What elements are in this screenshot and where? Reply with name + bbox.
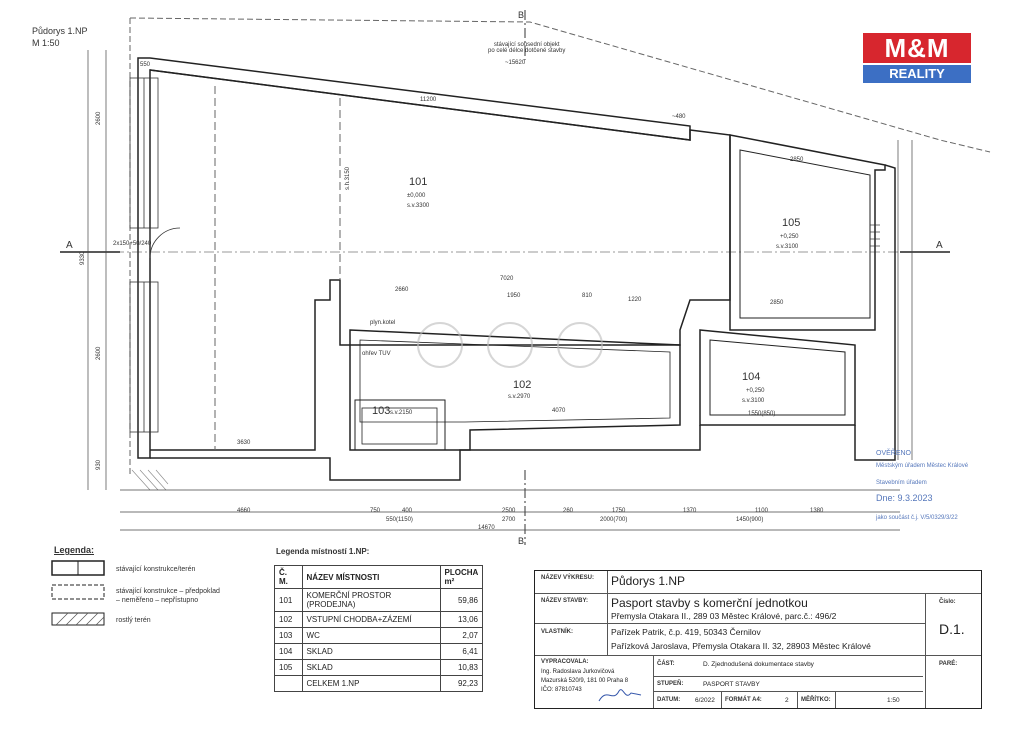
cell-area: 6,41 [440, 644, 482, 660]
room-105-number: 105 [782, 217, 801, 229]
label-plyn-kotel: plyn.kotel [370, 320, 396, 326]
owner-2: Pařízková Jaroslava, Přemysla Otakara II. 32, 28903 Městec Králové [611, 641, 871, 651]
dim-left-0: 2600 [96, 111, 102, 125]
author-ico: IČO: 87810743 [541, 687, 582, 693]
cell-no: 103 [275, 628, 303, 644]
cell-no: 101 [275, 589, 303, 612]
label-cast: ČÁST: [657, 661, 675, 667]
drawing-name: Půdorys 1.NP [611, 574, 686, 588]
room-104-level: +0,250 [746, 388, 765, 394]
dim-bottom-7: 1100 [755, 508, 768, 514]
label-format: FORMÁT A4: [725, 697, 762, 703]
dim-inner-2: 1950 [507, 293, 521, 299]
cell-area: 59,86 [440, 589, 482, 612]
dim-top-1: 11200 [420, 97, 437, 103]
dim-left-1: 9330 [80, 251, 86, 265]
total-value: 92,23 [440, 676, 482, 692]
dim-bottom-0: 4660 [237, 508, 251, 514]
cell-no: 104 [275, 644, 303, 660]
room-102-number: 102 [513, 379, 532, 391]
table-row [275, 628, 483, 644]
dim-bottom-6: 1370 [683, 508, 697, 514]
title-block [534, 570, 982, 709]
dim-inner-11: 2850 [790, 157, 804, 163]
dim-bottom-4: 260 [563, 508, 574, 514]
table-row [275, 612, 483, 628]
legend-item-3: rostlý terén [116, 617, 151, 624]
dim-bottom3: 14670 [478, 525, 495, 531]
dim-top-0: 550 [140, 62, 151, 68]
neighbor-dim: ~15620 [505, 60, 526, 66]
dim-inner-3: 810 [582, 293, 593, 299]
cell-area: 2,07 [440, 628, 482, 644]
label-ohrev-tuv: ohřev TUV [362, 351, 391, 357]
part: D. Zjednodušená dokumentace stavby [703, 661, 814, 668]
label-pare: PARÉ: [939, 661, 958, 667]
label-cislo: Číslo: [939, 599, 956, 605]
cell-no: 105 [275, 660, 303, 676]
stamp-line3: Stavebním úřadem [876, 480, 927, 486]
col-header-area: PLOCHA m² [440, 566, 482, 589]
dim-inner-10: 1550(850) [748, 411, 776, 417]
dim-inner-1: 2660 [395, 287, 409, 293]
dim-bottom2-2: 2000(700) [600, 517, 628, 523]
room-102-height: s.v.2970 [508, 394, 531, 400]
total-label: CELKEM 1.NP [302, 676, 440, 692]
date: 6/2022 [695, 697, 715, 704]
label-vykres: NÁZEV VÝKRESU: [541, 575, 595, 581]
stamp-line2: Městským úřadem Městec Králové [876, 463, 969, 469]
dim-inner-7: 3630 [237, 440, 251, 446]
building-address: Přemysla Otakara II., 289 03 Městec Králové, parc.č.: 496/2 [611, 611, 837, 621]
legend-item-1: stávající konstrukce/terén [116, 566, 196, 573]
table-row [275, 644, 483, 660]
author-address: Mazurská 520/9, 181 00 Praha 8 [541, 678, 629, 684]
dim-inner-4: 1220 [628, 297, 642, 303]
owner-1: Pařízek Patrik, č.p. 419, 50343 Černilov [611, 627, 761, 637]
cell-area: 10,83 [440, 660, 482, 676]
rooms-table-title: Legenda místností 1.NP: [276, 547, 370, 556]
room-101-number: 101 [409, 176, 428, 188]
room-103-height: s.v.2150 [390, 410, 413, 416]
cell-name: VSTUPNÍ CHODBA+ZÁZEMÍ [302, 612, 440, 628]
scale: 1:50 [887, 697, 900, 704]
label-meritko: MĚŘÍTKO: [801, 697, 831, 703]
drawing-title: Půdorys 1.NP [32, 26, 88, 36]
cell-area: 13,06 [440, 612, 482, 628]
cell-no: 102 [275, 612, 303, 628]
dim-bottom2-0: 550(1150) [386, 517, 413, 523]
table-row [275, 589, 483, 612]
label-datum: DATUM: [657, 697, 681, 703]
label-vypracovala: VYPRACOVALA: [541, 659, 589, 665]
stamp-line1: OVĚŘENO [876, 450, 912, 457]
dim-left-2: 2600 [96, 346, 102, 360]
section-a-left: A [66, 240, 73, 251]
table-row [275, 660, 483, 676]
dim-inner-0: 7020 [500, 276, 514, 282]
author-name: Ing. Radoslava Jurkovičová [541, 669, 615, 675]
section-b-bottom: B [518, 536, 525, 546]
legend-title: Legenda: [54, 545, 95, 555]
room-101-level: ±0,000 [407, 193, 426, 199]
section-b-top: B [518, 10, 525, 20]
building-name: Pasport stavby s komerční jednotkou [611, 596, 808, 610]
dim-top-2: ~480 [672, 114, 686, 120]
label-vlastnik: VLASTNÍK: [541, 629, 573, 635]
stage: PASPORT STAVBY [703, 681, 760, 688]
stamp-line4: Dne: 9.3.2023 [876, 493, 933, 503]
mm-reality-logo: M&M REALITY [863, 33, 971, 85]
label-sh: s.h.3150 [345, 166, 351, 190]
cell-name: WC [302, 628, 440, 644]
rooms-table [274, 565, 483, 692]
dim-inner-8: 4070 [552, 408, 566, 414]
dim-inner-12: 2850 [770, 300, 784, 306]
section-a-right: A [936, 240, 943, 251]
room-104-height: s.v.3100 [742, 398, 765, 404]
label-window: 2x150+50/240 [113, 241, 152, 247]
col-header-name: NÁZEV MÍSTNOSTI [302, 566, 440, 589]
author-signature [595, 683, 645, 705]
room-104-number: 104 [742, 371, 761, 383]
table-total-row [275, 676, 483, 692]
neighbor-note: stávající sousední objekt po celé délce dotčené stavby [488, 42, 566, 54]
dim-bottom-8: 1380 [810, 508, 824, 514]
drawing-number: D.1. [939, 621, 965, 637]
label-stupen: STUPEŇ: [657, 681, 684, 687]
dim-bottom-5: 1750 [612, 508, 626, 514]
room-105-level: +0,250 [780, 234, 799, 240]
format: 2 [785, 697, 789, 704]
room-101-height: s.v.3300 [407, 203, 430, 209]
dim-bottom2-3: 1450(900) [736, 517, 764, 523]
label-stavba: NÁZEV STAVBY: [541, 598, 589, 604]
legend-swatches [50, 558, 110, 630]
col-header-cm: Č. M. [275, 566, 303, 589]
dim-bottom-3: 2500 [502, 508, 516, 514]
cell-name: KOMERČNÍ PROSTOR (PRODEJNA) [302, 589, 440, 612]
stamp-line5: jako součást č.j. V/5/0329/3/22 [876, 515, 958, 521]
dim-bottom-2: 400 [402, 508, 413, 514]
dim-bottom-1: 750 [370, 508, 381, 514]
dim-left-3: 930 [96, 459, 102, 470]
dim-bottom2-1: 2700 [502, 517, 516, 523]
room-103-number: 103 [372, 405, 391, 417]
cell-name: SKLAD [302, 644, 440, 660]
legend-item-2: stávající konstrukce – předpoklad – neměřeno – nepřístupno [116, 588, 220, 605]
room-105-height: s.v.3100 [776, 244, 799, 250]
cell-name: SKLAD [302, 660, 440, 676]
drawing-scale: M 1:50 [32, 38, 60, 48]
